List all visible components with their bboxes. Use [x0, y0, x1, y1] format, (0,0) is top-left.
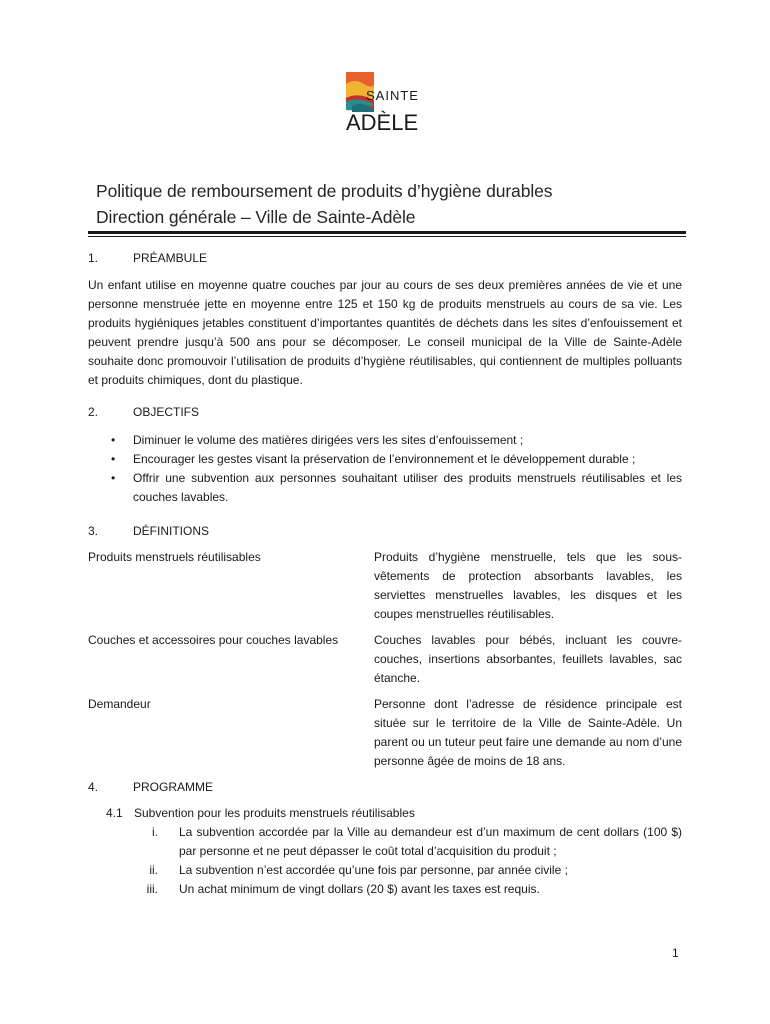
list-item-text: Diminuer le volume des matières dirigées vers les sites d’enfouissement ; [133, 433, 524, 447]
section-title: PRÉAMBULE [133, 251, 208, 265]
sainte-adele-logo [344, 70, 430, 134]
logo-text-adele: ADÈLE [346, 110, 419, 134]
section-number: 1. [88, 251, 99, 265]
definition-description: Produits d’hygiène menstruelle, tels que les sous-vêtements de protection absorbants lavables, les serviettes menstruelles lavables, les disques et les coupes menstruelles réutilisables. [374, 550, 682, 621]
section-heading-definitions [88, 522, 209, 541]
roman-numeral: ii. [149, 863, 158, 877]
section-number: 4. [88, 780, 99, 794]
preambule-paragraph: Un enfant utilise en moyenne quatre couches par jour au cours de ses deux premières années de vie et une personne menstruée jette en moyenne entre 125 et 150 kg de produits menstruels au cours de sa vie. Les produits hygiéniques jetables constituent d’importantes quantités de déchets dans les sites d’enfouissement et peuvent prendre jusqu’à 500 ans pour se décomposer. Le conseil municipal de la Ville de Sainte-Adèle souhaite donc promouvoir l’utilisation de produits d’hygiène réutilisables, qui contiennent de multiples polluants et produits chimiques, dont du plastique. [88, 278, 682, 387]
definition-description: Personne dont l’adresse de résidence principale est située sur le territoire de la Ville de Sainte-Adèle. Un parent ou un tuteur peut faire une demande au nom d’une personne âgée de moins de 18 ans. [374, 697, 682, 768]
section-heading-preambule [88, 249, 207, 268]
list-item-text: La subvention n’est accordée qu’une fois par personne, par année civile ; [179, 863, 568, 877]
list-item [88, 431, 682, 450]
section-title: DÉFINITIONS [133, 524, 210, 538]
list-item [88, 823, 682, 861]
list-item-text: La subvention accordée par la Ville au demandeur est d’un maximum de cent dollars (100 $) par personne et ne peut dépasser le coût total d’acquisition du produit ; [179, 825, 682, 858]
list-item [88, 469, 682, 507]
title-line-2: Direction générale – Ville de Sainte-Adèle [96, 207, 416, 227]
title-line-1: Politique de remboursement de produits d’hygiène durables [96, 181, 553, 201]
section-title: OBJECTIFS [133, 405, 200, 419]
bullet-icon: • [111, 471, 116, 485]
definition-term: Demandeur [88, 697, 151, 711]
subsection-title: Subvention pour les produits menstruels réutilisables [134, 806, 415, 820]
page-number: 1 [672, 946, 679, 960]
programme-conditions-list [88, 823, 682, 899]
title-rule-thick [88, 231, 686, 234]
document-title [96, 178, 696, 230]
section-heading-programme [88, 778, 213, 797]
logo-text-sainte: SAINTE [366, 88, 419, 103]
list-item-text: Un achat minimum de vingt dollars (20 $) avant les taxes est requis. [179, 882, 540, 896]
section-title: PROGRAMME [133, 780, 214, 794]
section-number: 2. [88, 405, 99, 419]
roman-numeral: iii. [146, 882, 158, 896]
list-item [88, 880, 682, 899]
subsection-heading [106, 804, 415, 823]
bullet-icon: • [111, 452, 116, 466]
list-item [88, 861, 682, 880]
logo-graphic [344, 70, 430, 134]
definition-term: Produits menstruels réutilisables [88, 550, 261, 564]
list-item-text: Encourager les gestes visant la préservation de l’environnement et le développement durable ; [133, 452, 636, 466]
list-item-text: Offrir une subvention aux personnes souhaitant utiliser des produits menstruels réutilisables et les couches lavables. [133, 471, 682, 504]
definition-term: Couches et accessoires pour couches lavables [88, 633, 339, 647]
list-item [88, 450, 682, 469]
objectives-list [88, 431, 682, 507]
subsection-number: 4.1 [106, 806, 123, 820]
section-heading-objectifs [88, 403, 199, 422]
section-number: 3. [88, 524, 99, 538]
roman-numeral: i. [152, 825, 158, 839]
title-rule-thin [88, 236, 686, 237]
bullet-icon: • [111, 433, 116, 447]
definition-description: Couches lavables pour bébés, incluant les couvre-couches, insertions absorbantes, feuillets lavables, sac étanche. [374, 633, 682, 685]
